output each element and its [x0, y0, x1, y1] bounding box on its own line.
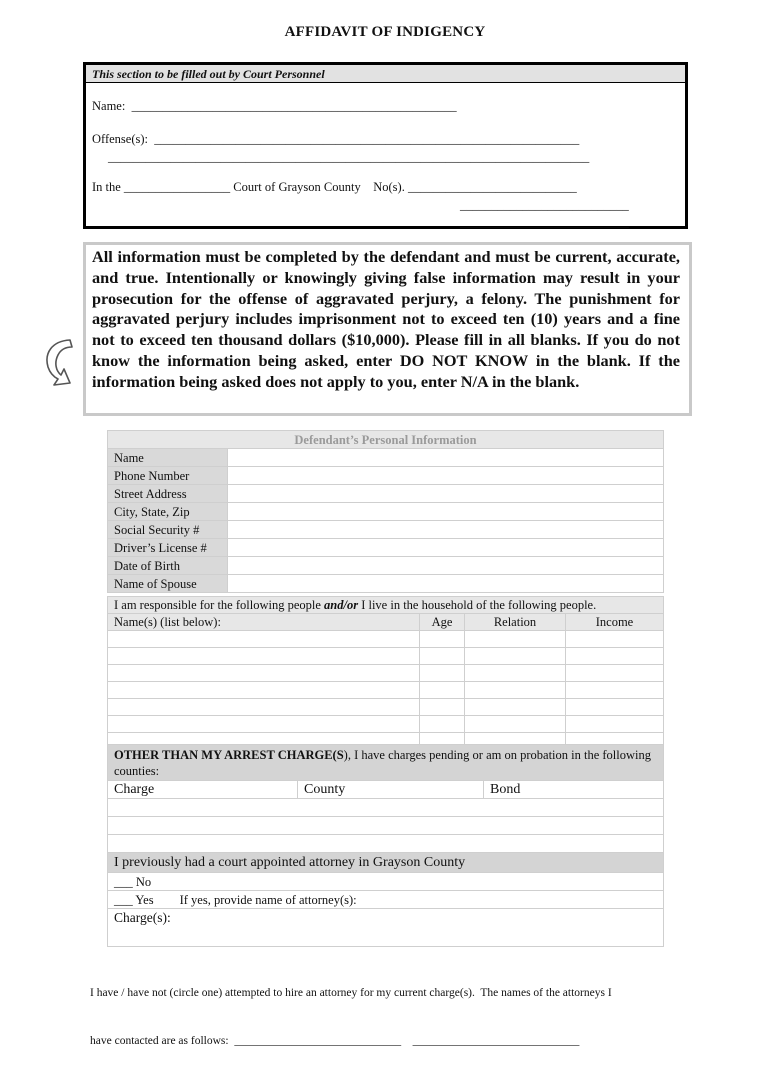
table-row [108, 817, 664, 835]
table-row [108, 835, 664, 853]
household-income-cell[interactable] [566, 716, 664, 733]
table-row [108, 648, 664, 665]
attorney-no-option[interactable]: ___ No [108, 873, 664, 891]
table-row [108, 485, 664, 503]
household-intro: I am responsible for the following people and/or I live in the household of the following people. [108, 597, 664, 614]
page-title: AFFIDAVIT OF INDIGENCY [284, 24, 486, 40]
phone-input[interactable] [228, 467, 664, 485]
charges-entry-cell[interactable] [108, 817, 664, 835]
table-row [108, 799, 664, 817]
table-row [108, 631, 664, 648]
court-offense-line[interactable]: Offense(s): ____________________________________________________________________ [92, 132, 580, 146]
table-row [108, 682, 664, 699]
table-row [108, 557, 664, 575]
table-row [108, 467, 664, 485]
household-relation-cell[interactable] [465, 648, 566, 665]
field-label: Street Address [108, 485, 228, 503]
court-section-header: This section to be filled out by Court Personnel [86, 65, 685, 83]
table-row [108, 503, 664, 521]
household-age-cell[interactable] [420, 648, 465, 665]
field-label: Driver’s License # [108, 539, 228, 557]
household-relation-cell[interactable] [465, 682, 566, 699]
court-number-line-2[interactable]: ___________________________ [460, 198, 629, 212]
court-name-line[interactable]: Name: ____________________________________________________ [92, 99, 457, 113]
attorney-charges-field[interactable]: Charge(s): [108, 909, 664, 947]
household-income-cell[interactable] [566, 648, 664, 665]
household-relation-cell[interactable] [465, 665, 566, 682]
column-header-age: Age [420, 614, 465, 631]
household-age-cell[interactable] [420, 631, 465, 648]
city-state-zip-input[interactable] [228, 503, 664, 521]
column-header-bond: Bond [484, 781, 664, 799]
warning-text: All information must be completed by the defendant and must be current, accurate, and true. Intentionally or knowingly giving false information may result in your prosecution for the offense of aggravated perjury, a felony. The punishment for aggravated perjury includes imprisonment not to exceed ten (10) years and a fine not to exceed ten thousand dollars ($10,000). Please fill in all blanks. If you do not know the information being asked, enter DO NOT KNOW in the blank. If the information being asked does not apply to you, enter N/A in the blank. [92, 247, 680, 391]
household-relation-cell[interactable] [465, 699, 566, 716]
charges-entry-cell[interactable] [108, 835, 664, 853]
household-age-cell[interactable] [420, 716, 465, 733]
field-label: Name [108, 449, 228, 467]
household-income-cell[interactable] [566, 631, 664, 648]
other-charges-intro: OTHER THAN MY ARREST CHARGE(S), I have charges pending or am on probation in the following counties: [108, 745, 664, 781]
personal-info-table [107, 430, 664, 593]
household-income-cell[interactable] [566, 665, 664, 682]
charges-entry-cell[interactable] [108, 799, 664, 817]
warning-box [83, 242, 692, 416]
ssn-input[interactable] [228, 521, 664, 539]
field-label: Date of Birth [108, 557, 228, 575]
household-name-cell[interactable] [108, 699, 420, 716]
household-name-cell[interactable] [108, 648, 420, 665]
column-header-relation: Relation [465, 614, 566, 631]
curved-arrow-icon [40, 337, 76, 389]
spouse-name-input[interactable] [228, 575, 664, 593]
column-header-charge: Charge [108, 781, 298, 799]
court-personnel-section [83, 62, 688, 229]
attorney-table [107, 852, 664, 947]
field-label: Name of Spouse [108, 575, 228, 593]
attorney-yes-option[interactable]: ___ Yes If yes, provide name of attorney(s): [108, 891, 664, 909]
household-income-cell[interactable] [566, 699, 664, 716]
table-row [108, 665, 664, 682]
field-label: Social Security # [108, 521, 228, 539]
drivers-license-input[interactable] [228, 539, 664, 557]
household-income-cell[interactable] [566, 682, 664, 699]
table-row [108, 539, 664, 557]
household-age-cell[interactable] [420, 682, 465, 699]
name-input[interactable] [228, 449, 664, 467]
table-row [108, 699, 664, 716]
date-of-birth-input[interactable] [228, 557, 664, 575]
field-label: City, State, Zip [108, 503, 228, 521]
footer-line-2[interactable]: have contacted are as follows: _____________________________ _____________________________ [90, 1035, 580, 1047]
footer-line-1: I have / have not (circle one) attempted to hire an attorney for my current charge(s). The names of the attorneys I [90, 987, 612, 999]
attorney-header: I previously had a court appointed attorney in Grayson County [108, 853, 664, 873]
household-age-cell[interactable] [420, 699, 465, 716]
household-table [107, 596, 664, 750]
table-row [108, 521, 664, 539]
court-in-the-line[interactable]: In the _________________ Court of Grayson County No(s). ___________________________ [92, 180, 577, 194]
column-header-county: County [298, 781, 484, 799]
street-address-input[interactable] [228, 485, 664, 503]
household-name-cell[interactable] [108, 631, 420, 648]
footer-text [90, 953, 675, 1065]
table-row [108, 449, 664, 467]
household-relation-cell[interactable] [465, 716, 566, 733]
table-row [108, 575, 664, 593]
household-name-cell[interactable] [108, 682, 420, 699]
personal-info-header: Defendant’s Personal Information [108, 431, 664, 449]
column-header-names: Name(s) (list below): [108, 614, 420, 631]
field-label: Phone Number [108, 467, 228, 485]
household-name-cell[interactable] [108, 665, 420, 682]
household-age-cell[interactable] [420, 665, 465, 682]
court-offense-line-2[interactable]: _____________________________________________________________________________ [108, 150, 590, 164]
column-header-income: Income [566, 614, 664, 631]
household-relation-cell[interactable] [465, 631, 566, 648]
court-number-line-3[interactable]: ___________________________ [460, 215, 629, 229]
other-charges-table [107, 744, 664, 853]
household-name-cell[interactable] [108, 716, 420, 733]
table-row [108, 716, 664, 733]
